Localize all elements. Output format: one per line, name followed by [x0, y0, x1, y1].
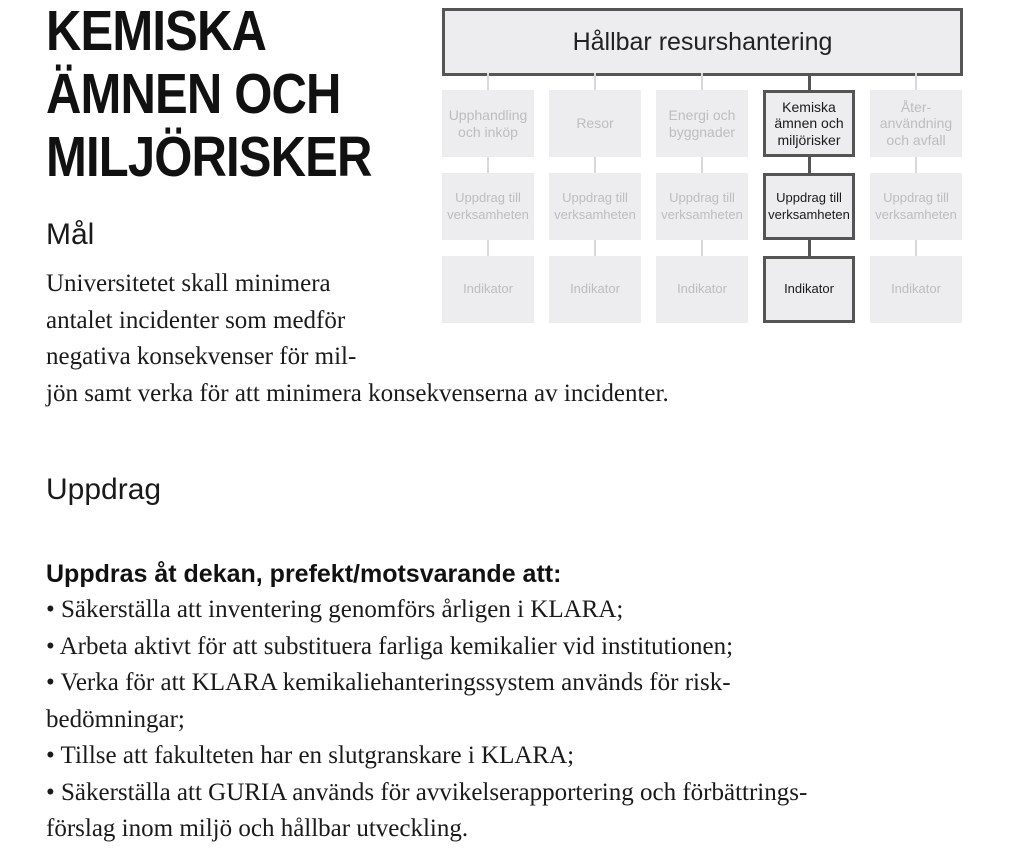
title-line: MILJÖRISKER	[46, 125, 372, 189]
connector-line	[487, 240, 489, 256]
connector-line	[915, 240, 917, 256]
connector-line	[808, 240, 811, 256]
assignment-item-line: förslag inom miljö och hållbar utveckling.	[46, 815, 469, 842]
title-line: KEMISKA	[46, 0, 267, 63]
mission-box: Uppdrag till verksamheten	[549, 173, 641, 240]
area-box: Åter- användning och avfall	[870, 90, 962, 157]
connector-line	[808, 73, 811, 90]
assignment-item-line: • Säkerställa att GURIA används för avvikelserapportering och förbättrings-	[46, 778, 808, 806]
connector-line	[487, 157, 489, 173]
assignment-item-line: • Verka för att KLARA kemikaliehanteringssystem används för risk-	[46, 669, 731, 696]
assignment-list	[46, 592, 986, 848]
connector-line	[594, 73, 596, 90]
assignment-item	[46, 592, 986, 629]
page-title	[46, 0, 381, 189]
goal-line: negativa konsekvenser för mil-	[46, 343, 357, 370]
connector-line	[915, 157, 917, 173]
title-line: ÄMNEN OCH	[46, 62, 341, 126]
area-box: Resor	[549, 90, 641, 157]
connector-line	[594, 240, 596, 256]
assignment-item	[46, 629, 986, 666]
assignment-subheading: Uppdras åt dekan, prefekt/motsvarande att:	[46, 560, 562, 588]
area-box: Kemiska ämnen och miljörisker	[763, 90, 855, 157]
goal-line: jön samt verka för att minimera konsekvenserna av incidenter.	[46, 379, 669, 407]
assignment-item-line: • Tillse att fakulteten har en slutgranskare i KLARA;	[46, 742, 575, 769]
goal-line: antalet incidenter som medför	[46, 306, 346, 334]
indicator-box: Indikator	[870, 256, 962, 323]
mission-box: Uppdrag till verksamheten	[442, 173, 534, 240]
assignment-heading: Uppdrag	[46, 473, 162, 506]
connector-line	[701, 157, 703, 173]
indicator-box: Indikator	[549, 256, 641, 323]
assignment-item-line: • Arbeta aktivt för att substituera farliga kemikalier vid institutionen;	[46, 632, 734, 660]
diagram-root-box: Hållbar resurshantering	[442, 8, 963, 76]
assignment-item	[46, 665, 986, 738]
assignment-item-line: bedömningar;	[46, 705, 185, 733]
goal-heading: Mål	[46, 218, 95, 251]
connector-line	[701, 240, 703, 256]
organization-diagram	[440, 6, 963, 326]
assignment-item	[46, 775, 986, 848]
indicator-box: Indikator	[442, 256, 534, 323]
connector-line	[594, 157, 596, 173]
connector-line	[915, 73, 917, 90]
connector-line	[701, 73, 703, 90]
mission-box: Uppdrag till verksamheten	[656, 173, 748, 240]
connector-line	[808, 157, 811, 173]
area-box: Energi och byggnader	[656, 90, 748, 157]
goal-line: Universitetet skall minimera	[46, 270, 331, 297]
indicator-box: Indikator	[763, 256, 855, 323]
mission-box: Uppdrag till verksamheten	[763, 173, 855, 240]
mission-box: Uppdrag till verksamheten	[870, 173, 962, 240]
indicator-box: Indikator	[656, 256, 748, 323]
assignment-item-line: • Säkerställa att inventering genomförs årligen i KLARA;	[46, 596, 624, 623]
area-box: Upphandling och inköp	[442, 90, 534, 157]
assignment-item	[46, 738, 986, 775]
connector-line	[487, 73, 489, 90]
